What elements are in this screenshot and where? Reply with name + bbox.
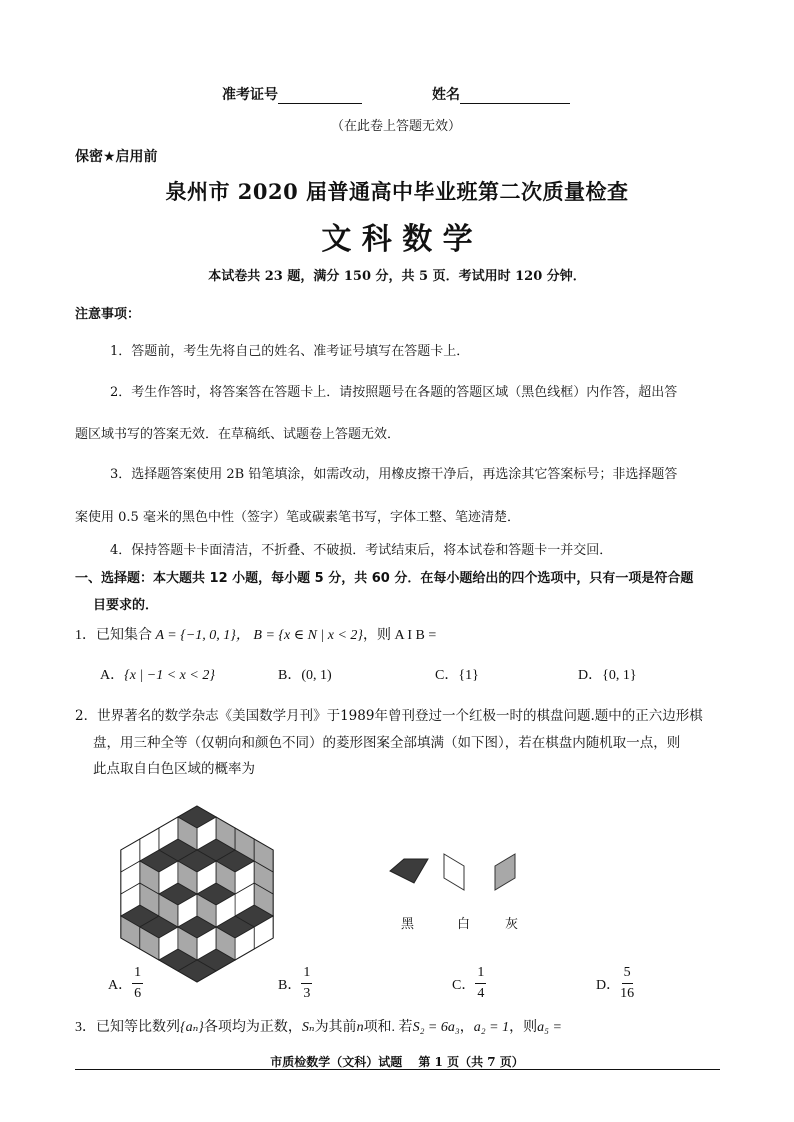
note-item-4: 4．保持答题卡卡面清洁，不折叠、不破损．考试结束后，将本试卷和答题卡一并交回．: [110, 543, 613, 558]
question-3-sn: Sₙ: [301, 1020, 315, 1035]
question-2-text-1: 世界著名的数学杂志《美国数学月刊》于1989年曾刊登过一个红极一时的棋盘问题.题中的正六边形棋: [97, 708, 703, 724]
question-3-text-e: ，则: [509, 1020, 538, 1035]
option-label: A．: [108, 977, 133, 993]
question-3-n: n: [356, 1020, 364, 1035]
fraction-numerator: 1: [301, 966, 312, 984]
question-1-set-b: B = {x ∈ N | x < 2}: [253, 628, 364, 643]
black-rhombus-shape: [390, 859, 428, 883]
fraction-denominator: 3: [303, 986, 311, 1001]
option-label: D．: [596, 977, 621, 993]
option-fraction: [132, 966, 143, 1001]
option-fraction: [620, 966, 634, 1001]
question-3-sequence: {aₙ}: [180, 1020, 204, 1035]
question-3-separator: ，: [459, 1020, 474, 1035]
ticket-number-label: 准考证号: [222, 87, 278, 103]
black-rhombus-icon: [388, 853, 430, 889]
question-3-text-b: 各项均为正数，: [203, 1020, 302, 1035]
option-fraction: [475, 966, 486, 1001]
option-label: C．: [452, 977, 476, 993]
page-footer: 市质检数学（文科）试题 第 1 页（共 7 页）: [270, 1055, 524, 1069]
question-3-text-a: 已知等比数列: [96, 1020, 180, 1035]
fraction-denominator: 6: [134, 986, 142, 1001]
notes-heading: 注意事项：: [75, 307, 141, 322]
question-1-option-d: [578, 664, 637, 684]
gray-rhombus-shape: [495, 854, 515, 890]
question-3-stem: [75, 1016, 562, 1036]
question-3-text-c: 为其前: [314, 1020, 357, 1035]
note-item-2-line-1: 2．考生作答时，将答案答在答题卡上．请按照题号在各题的答题区域（黑色线框）内作答，超出答: [110, 385, 678, 400]
question-1-text-a: 已知集合: [96, 628, 152, 643]
question-1-set-a: A = {−1, 0, 1}，: [155, 628, 250, 643]
fraction-numerator: 5: [622, 966, 633, 984]
question-3-condition-2: a₂ = 1: [473, 1020, 510, 1035]
question-2-line-2: 盘，用三种全等（仅朝向和颜色不同）的菱形图案全部填满（如下图），若在棋盘内随机取一点，则: [93, 735, 681, 751]
fraction-numerator: 1: [475, 966, 486, 984]
hexagon-board-figure: [110, 786, 290, 986]
option-label: B．: [278, 668, 302, 683]
ticket-number-field: [222, 84, 362, 104]
section-1-heading-line-1: 一、选择题：本大题共 12 小题，每小题 5 分，共 60 分．在每小题给出的四个选项中，只有一项是符合题: [75, 571, 694, 586]
option-text: {0, 1}: [602, 668, 637, 683]
note-item-3-line-2: 案使用 0.5 毫米的黑色中性（签字）笔或碳素笔书写，字体工整、笔迹清楚．: [75, 510, 520, 525]
question-1-option-a: [100, 664, 215, 684]
fraction-denominator: 16: [620, 986, 635, 1001]
question-2-number: 2．: [75, 708, 98, 724]
white-rhombus-shape: [444, 854, 464, 890]
option-text: {1}: [458, 668, 479, 683]
legend-black-label: 黑: [401, 917, 415, 932]
question-1-number: 1．: [75, 628, 96, 643]
question-3-condition-1: S₂ = 6a₃: [412, 1020, 460, 1035]
question-3-number: 3．: [75, 1020, 96, 1035]
hexagon-tiles: [121, 806, 273, 982]
name-blank: [460, 89, 570, 104]
note-item-1: 1．答题前，考生先将自己的姓名、准考证号填写在答题卡上．: [110, 344, 470, 359]
option-label: D．: [578, 668, 603, 683]
question-1-text-b: ，则 A I B =: [363, 628, 437, 643]
question-1-stem: [75, 624, 436, 644]
option-text: {x | −1 < x < 2}: [124, 668, 215, 683]
question-2-option-c: [452, 966, 486, 1001]
secret-mark: 保密★启用前: [75, 149, 158, 165]
option-label: B．: [278, 977, 302, 993]
question-1-option-c: [435, 664, 479, 684]
option-label: C．: [435, 668, 459, 683]
exam-summary: 本试卷共 23 题，满分 150 分，共 5 页．考试用时 120 分钟．: [208, 269, 586, 284]
question-3-ask: a₅ =: [537, 1020, 562, 1035]
name-field: [432, 84, 570, 104]
note-item-3-line-1: 3．选择题答案使用 2B 铅笔填涂，如需改动，用橡皮擦干净后，再选涂其它答案标号；非选择题答: [110, 467, 678, 482]
question-2-option-b: [278, 966, 312, 1001]
question-3-text-d: 项和. 若: [363, 1020, 413, 1035]
question-2-line-1: [75, 704, 703, 724]
question-2-option-a: [108, 966, 143, 1001]
white-rhombus-icon: [440, 852, 470, 892]
legend-gray-label: 灰: [505, 917, 519, 932]
option-label: A．: [100, 668, 125, 683]
option-text: (0, 1): [301, 668, 332, 683]
gray-rhombus-icon: [491, 852, 521, 892]
ticket-number-blank: [278, 89, 362, 104]
question-2-line-3: 此点取自白色区域的概率为: [93, 761, 255, 777]
question-2-option-d: [596, 966, 634, 1001]
option-fraction: [301, 966, 312, 1001]
section-1-heading-line-2: 目要求的．: [93, 598, 159, 613]
invalid-note: （在此卷上答题无效）: [331, 119, 462, 134]
fraction-numerator: 1: [132, 966, 143, 984]
question-1-option-b: [278, 664, 332, 684]
subject-title: 文 科 数 学: [321, 222, 473, 257]
fraction-denominator: 4: [477, 986, 485, 1001]
legend-white-label: 白: [457, 917, 471, 932]
name-label: 姓名: [432, 87, 460, 103]
exam-title: 泉州市 2020 届普通高中毕业班第二次质量检查: [165, 179, 629, 204]
note-item-2-line-2: 题区域书写的答案无效．在草稿纸、试题卷上答题无效．: [75, 427, 401, 442]
